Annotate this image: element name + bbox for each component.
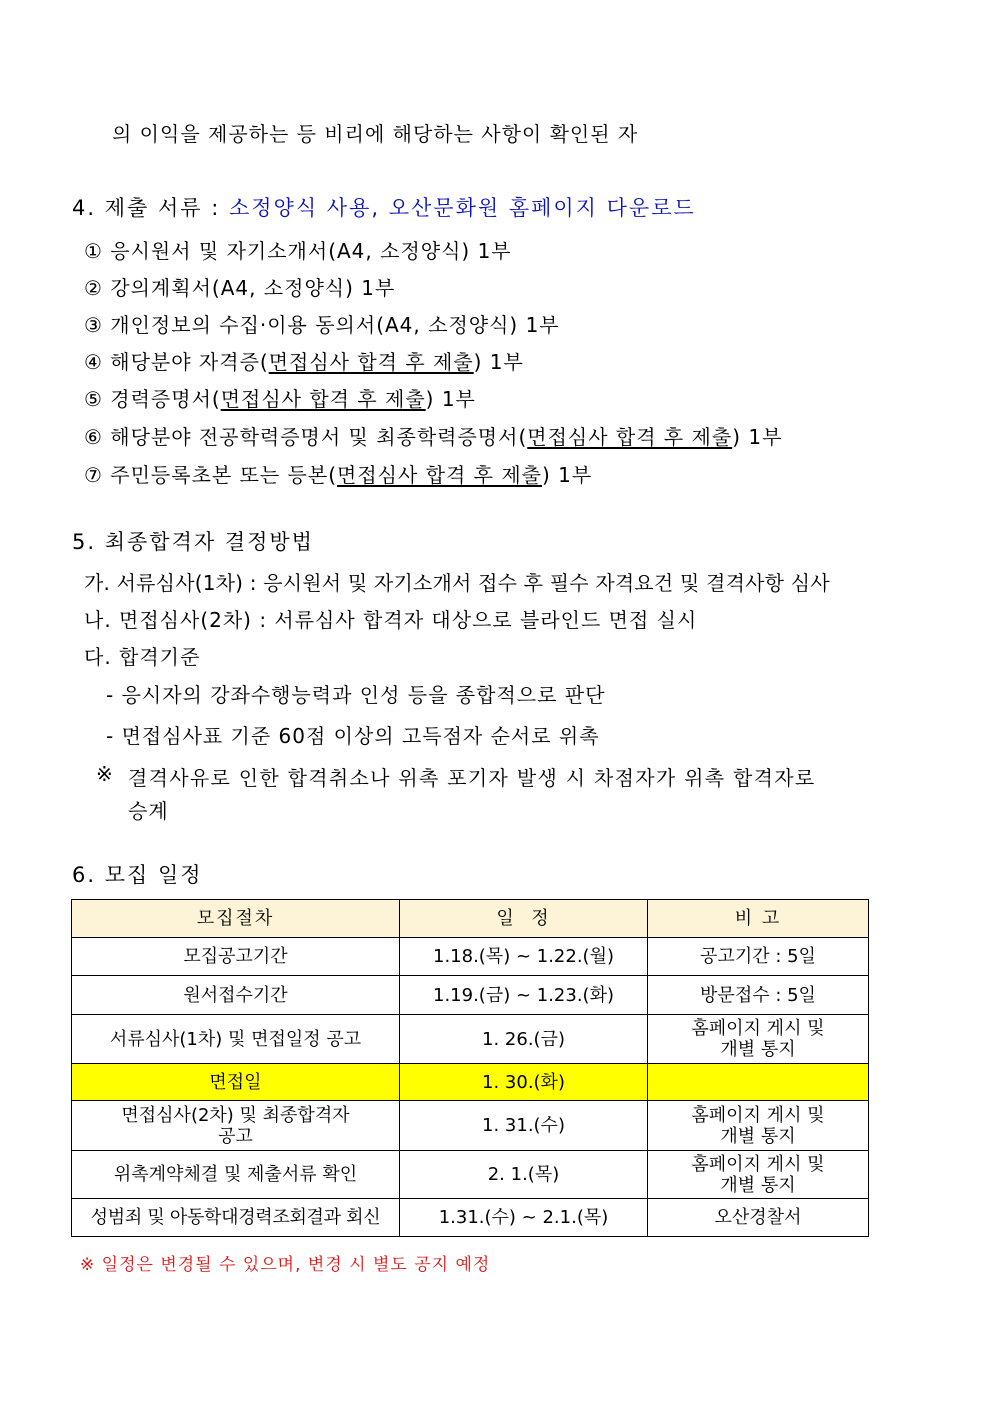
doc-item-5: ⑤ 경력증명서(면접심사 합격 후 제출) 1부 [84,387,476,411]
continued-line: 의 이익을 제공하는 등 비리에 해당하는 사항이 확인된 자 [112,122,639,146]
criteria-na: 나. 면접심사(2차) : 서류심사 합격자 대상으로 블라인드 면접 실시 [84,608,698,632]
header-date: 일 정 [400,900,648,938]
section-4-title-highlight: 소정양식 사용, 오산문화원 홈페이지 다운로드 [228,196,696,220]
header-note: 비 고 [648,900,869,938]
note-cell: 홈페이지 게시 및 개별 통지 [648,1151,869,1199]
table-row [72,976,869,1015]
note-cell: 홈페이지 게시 및 개별 통지 [648,1101,869,1151]
date-cell: 1. 31.(수) [400,1101,648,1151]
note-cell [648,1064,869,1101]
doc-item-7: ⑦ 주민등록초본 또는 등본(면접심사 합격 후 제출) 1부 [84,463,593,487]
doc-item-1: ① 응시원서 및 자기소개서(A4, 소정양식) 1부 [84,239,512,263]
step-cell: 성범죄 및 아동학대경력조회결과 회신 [72,1199,400,1237]
date-cell: 2. 1.(목) [400,1151,648,1199]
table-row [72,1199,869,1237]
doc-item-3: ③ 개인정보의 수집·이용 동의서(A4, 소정양식) 1부 [84,313,560,337]
table-row [72,1151,869,1199]
step-cell: 모집공고기간 [72,938,400,976]
note-cell: 오산경찰서 [648,1199,869,1237]
date-cell: 1.19.(금) ~ 1.23.(화) [400,976,648,1015]
step-cell: 위촉계약체결 및 제출서류 확인 [72,1151,400,1199]
criteria-ga: 가. 서류심사(1차) : 응시원서 및 자기소개서 접수 후 필수 자격요건 및 결격사항 심사 [84,571,830,595]
section-6-title: 6. 모집 일정 [72,863,203,887]
step-cell: 면접심사(2차) 및 최종합격자 공고 [72,1101,400,1151]
table-row [72,1015,869,1064]
section-4-title: 4. 제출 서류 : [72,196,229,220]
schedule-table [71,899,869,1237]
section-5-title: 5. 최종합격자 결정방법 [72,530,314,554]
criteria-da: 다. 합격기준 [84,645,201,669]
table-row [72,938,869,976]
date-cell: 1. 30.(화) [400,1064,648,1101]
doc-item-2: ② 강의계획서(A4, 소정양식) 1부 [84,276,396,300]
note-line-2: 승계 [128,799,169,823]
note-line-1: 결격사유로 인한 합격취소나 위촉 포기자 발생 시 차점자가 위촉 합격자로 [128,766,816,790]
table-row-highlighted [72,1064,869,1101]
note-cell: 홈페이지 게시 및 개별 통지 [648,1015,869,1064]
doc-item-6: ⑥ 해당분야 전공학력증명서 및 최종학력증명서(면접심사 합격 후 제출) 1부 [84,425,783,449]
step-cell: 서류심사(1차) 및 면접일정 공고 [72,1015,400,1064]
note-cell: 방문접수 : 5일 [648,976,869,1015]
step-cell: 면접일 [72,1064,400,1101]
note-mark: ※ [96,762,114,786]
date-cell: 1.18.(목) ~ 1.22.(월) [400,938,648,976]
step-cell: 원서접수기간 [72,976,400,1015]
criteria-dash-1: - 응시자의 강좌수행능력과 인성 등을 종합적으로 판단 [106,683,606,707]
date-cell: 1.31.(수) ~ 2.1.(목) [400,1199,648,1237]
note-cell: 공고기간 : 5일 [648,938,869,976]
doc-item-4: ④ 해당분야 자격증(면접심사 합격 후 제출) 1부 [84,350,524,374]
date-cell: 1. 26.(금) [400,1015,648,1064]
underlined-note: 면접심사 합격 후 제출 [337,463,542,487]
schedule-footnote: ※ 일정은 변경될 수 있으며, 변경 시 별도 공지 예정 [80,1255,491,1275]
underlined-note: 면접심사 합격 후 제출 [527,425,733,449]
table-row [72,1101,869,1151]
underlined-note: 면접심사 합격 후 제출 [268,350,474,374]
header-step: 모집절차 [72,900,400,938]
underlined-note: 면접심사 합격 후 제출 [220,387,426,411]
table-header-row [72,900,869,938]
section-4-heading [72,192,696,222]
criteria-dash-2: - 면접심사표 기준 60점 이상의 고득점자 순서로 위촉 [106,724,600,748]
